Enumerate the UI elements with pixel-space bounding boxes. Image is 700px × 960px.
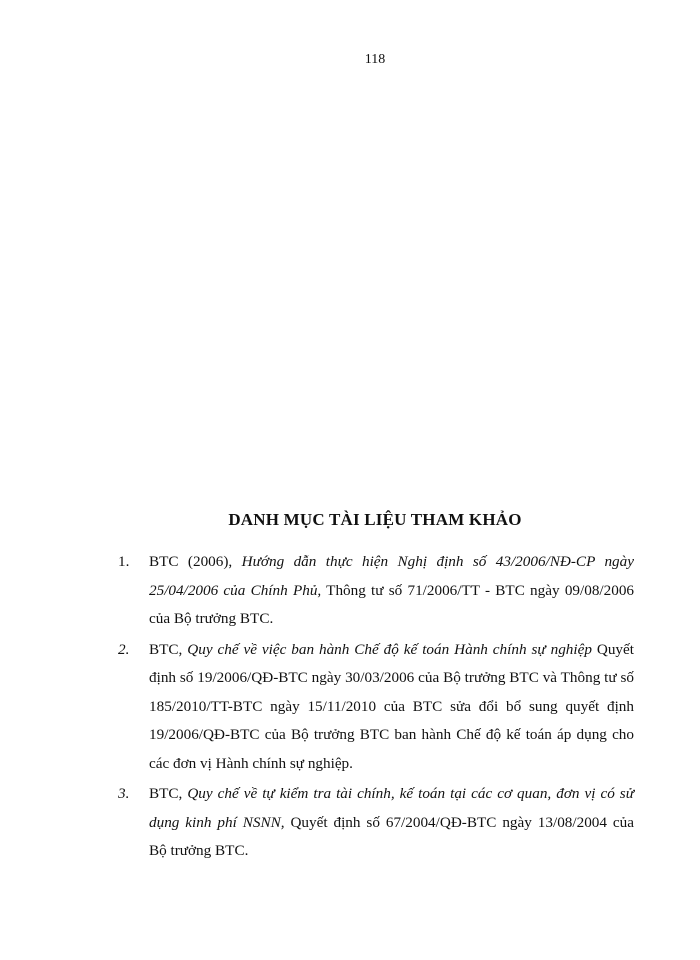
reference-details: Thông tư số 71/2006/TT - BTC ngày 09/08/2006 của Bộ trưởng BTC. bbox=[149, 581, 635, 627]
reference-details: Quyết định số 19/2006/QĐ-BTC ngày 30/03/2006 của Bộ trưởng BTC và Thông tư số 185/2010/TT-BTC ngày 15/11/2010 của BTC sửa đổi bổ sung quyết định 19/2006/QĐ-BTC của Bộ trưởng BTC ban hành Chế độ kế toán áp dụng cho các đơn vị Hành chính sự nghiệp. bbox=[149, 640, 634, 772]
reference-item-3 bbox=[118, 780, 634, 866]
reference-author: BTC, bbox=[149, 640, 188, 658]
reference-title: Quy chế về tự kiểm tra tài chính, kế toán tại các cơ quan, đơn vị có sử dụng kinh phí NSNN, bbox=[149, 785, 634, 831]
reference-item-2 bbox=[118, 636, 634, 779]
reference-number: 1. bbox=[118, 553, 130, 570]
reference-item-1 bbox=[118, 548, 634, 634]
reference-number: 3. bbox=[118, 785, 130, 802]
reference-title: Hướng dẫn thực hiện Nghị định số 43/2006/NĐ-CP ngày 25/04/2006 của Chính Phủ, bbox=[149, 553, 634, 599]
reference-number: 2. bbox=[118, 640, 130, 658]
reference-author: BTC, bbox=[149, 785, 188, 802]
page-number: 118 bbox=[364, 52, 386, 67]
page-title: DANH MỤC TÀI LIỆU THAM KHẢO bbox=[228, 510, 522, 529]
reference-list bbox=[118, 548, 634, 868]
reference-title: Quy chế về việc ban hành Chế độ kế toán Hành chính sự nghiệp bbox=[187, 640, 592, 658]
reference-details: Quyết định số 67/2004/QĐ-BTC ngày 13/08/2004 của Bộ trưởng BTC. bbox=[149, 813, 634, 859]
reference-author: BTC (2006), bbox=[149, 553, 242, 570]
